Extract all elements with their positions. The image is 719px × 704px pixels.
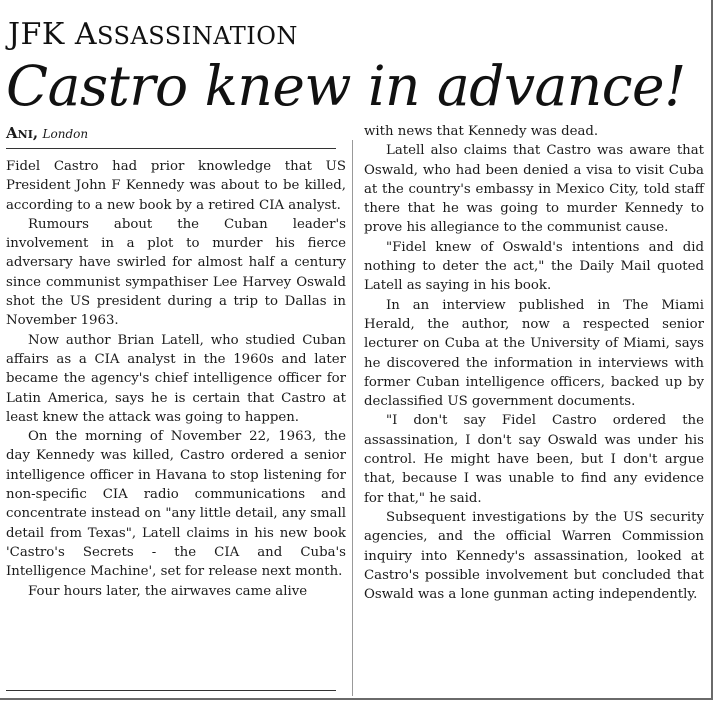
kicker-first: JFK [8, 17, 65, 52]
paragraph: Latell also claims that Castro was aware that Oswald, who had been denied a visa to visit Cuba at the country's embassy in Mexico City, told staff there that he was going to murder Kennedy to prove his allegiance to the communist cause. [364, 143, 704, 236]
byline [6, 124, 88, 143]
paragraph: Rumours about the Cuban leader's involvement in a plot to murder his fierce adversary have swirled for almost half a century since communist sympathiser Lee Harvey Oswald shot the US president during a trip to Dallas in November 1963. [6, 216, 346, 329]
bottom-rule [6, 690, 336, 691]
byline-rule [6, 148, 336, 149]
paragraph: On the morning of November 22, 1963, the day Kennedy was killed, Castro ordered a senior intelligence officer in Havana to stop listening for non-specific CIA radio communications and concentrate instead on "any little detail, any small detail from Texas", Latell claims in his new book 'Castro's Secrets - the CIA and Cuba's Intelligence Machine', set for release next month. [6, 429, 346, 580]
paragraph: Subsequent investigations by the US security agencies, and the official Warren Commission inquiry into Kennedy's assassination, looked at Castro's possible involvement but concluded that Oswald was a lone gunman acting independently. [364, 509, 704, 603]
kicker-rest-initial: A [74, 17, 97, 52]
column-right [364, 122, 704, 604]
kicker [8, 18, 298, 53]
paragraph: Now author Brian Latell, who studied Cuban affairs as a CIA analyst in the 1960s and later became the agency's chief intelligence officer for Latin America, says he is certain that Castro at least knew the attack was going to happen. [6, 332, 346, 425]
paragraph: with news that Kennedy was dead. [364, 124, 599, 139]
column-left [6, 157, 346, 601]
kicker-rest-smallcaps: SSASSINATION [96, 22, 298, 50]
byline-place: London [42, 127, 89, 141]
paragraph: In an interview published in The Miami Herald, the author, now a respected senior lecturer on Cuba at the University of Miami, says he discovered the information in interviews with former Cuban intelligence officers, backed up by declassified US government documents. [364, 297, 704, 410]
byline-agency: Ani, [6, 124, 39, 142]
column-divider [352, 140, 353, 696]
paragraph: "I don't say Fidel Castro ordered the assassination, I don't say Oswald was under his control. He might have been, but I don't argue that, because I was unable to find any evidence for that," he said. [364, 413, 704, 506]
paragraph: "Fidel knew of Oswald's intentions and did nothing to deter the act," the Daily Mail quoted Latell as saying in his book. [364, 239, 704, 294]
headline: Castro knew in advance! [6, 54, 686, 118]
paragraph: Four hours later, the airwaves came alive [28, 583, 308, 599]
kicker-rest [74, 17, 298, 52]
paragraph: Fidel Castro had prior knowledge that US President John F Kennedy was about to be killed, according to a new book by a retired CIA analyst. [6, 159, 346, 213]
